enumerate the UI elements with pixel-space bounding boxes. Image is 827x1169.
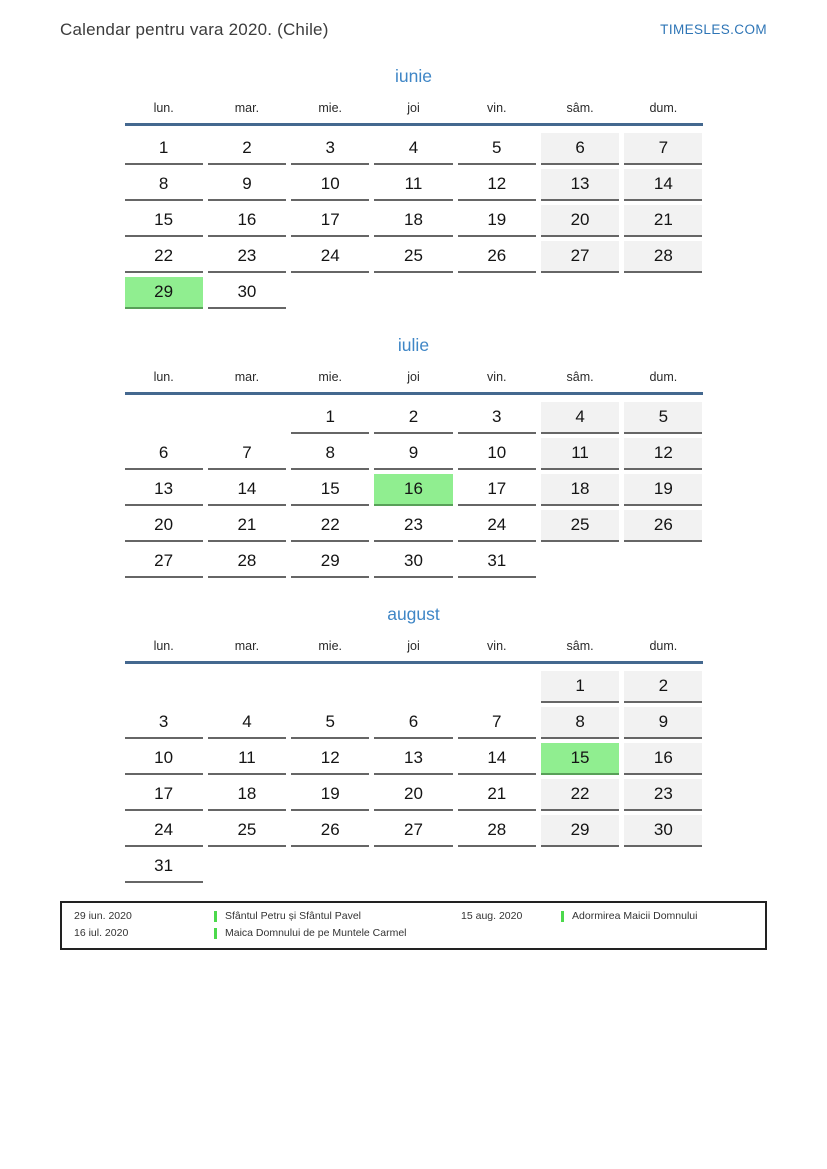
empty-cell xyxy=(374,277,452,309)
weekday-header: vin. xyxy=(487,370,507,384)
day-cell: 24 xyxy=(125,815,203,847)
weekend-day-cell: 14 xyxy=(624,169,702,201)
day-cell: 31 xyxy=(458,546,536,578)
holiday-label: Adormirea Maicii Domnului xyxy=(572,910,698,922)
weekend-day-cell: 28 xyxy=(624,241,702,273)
site-link[interactable]: TIMESLES.COM xyxy=(660,22,767,37)
week-row xyxy=(125,241,703,273)
page-header xyxy=(0,0,827,40)
day-cell: 19 xyxy=(291,779,369,811)
day-cell: 14 xyxy=(458,743,536,775)
month-august xyxy=(125,604,703,883)
week-row xyxy=(125,707,703,739)
holiday-label: Sfântul Petru și Sfântul Pavel xyxy=(225,910,361,922)
month-iunie xyxy=(125,66,703,309)
weekday-header: sâm. xyxy=(566,639,594,653)
weekend-day-cell: 20 xyxy=(541,205,619,237)
day-cell: 3 xyxy=(291,133,369,165)
weekend-day-cell: 1 xyxy=(541,671,619,703)
day-cell: 24 xyxy=(458,510,536,542)
day-cell: 13 xyxy=(125,474,203,506)
empty-cell xyxy=(541,546,619,578)
weekend-day-cell: 9 xyxy=(624,707,702,739)
day-cell: 9 xyxy=(208,169,286,201)
day-cell: 6 xyxy=(374,707,452,739)
day-cell: 17 xyxy=(125,779,203,811)
legend-row xyxy=(461,908,753,925)
day-cell: 11 xyxy=(208,743,286,775)
empty-cell xyxy=(208,402,286,434)
weekend-day-cell: 6 xyxy=(541,133,619,165)
week-row xyxy=(125,438,703,470)
week-row xyxy=(125,546,703,578)
day-cell: 31 xyxy=(125,851,203,883)
empty-cell xyxy=(374,851,452,883)
day-cell: 9 xyxy=(374,438,452,470)
weekday-header: joi xyxy=(407,101,420,115)
week-row xyxy=(125,402,703,434)
day-cell: 15 xyxy=(125,205,203,237)
day-cell: 19 xyxy=(458,205,536,237)
empty-cell xyxy=(541,851,619,883)
week-row xyxy=(125,169,703,201)
week-row xyxy=(125,510,703,542)
week-row xyxy=(125,205,703,237)
weekend-day-cell: 22 xyxy=(541,779,619,811)
day-cell: 17 xyxy=(458,474,536,506)
day-cell: 22 xyxy=(125,241,203,273)
weekday-header: dum. xyxy=(649,370,678,384)
weekend-day-cell: 8 xyxy=(541,707,619,739)
empty-cell xyxy=(374,671,452,703)
week-row xyxy=(125,277,703,309)
month-title: iulie xyxy=(397,335,430,355)
day-cell: 5 xyxy=(458,133,536,165)
day-cell: 8 xyxy=(125,169,203,201)
weekday-header: vin. xyxy=(487,101,507,115)
weekday-header: joi xyxy=(407,370,420,384)
week-row xyxy=(125,851,703,883)
holiday-date: 29 iun. 2020 xyxy=(74,910,132,922)
holiday-date: 15 aug. 2020 xyxy=(461,910,523,922)
weekend-day-cell: 29 xyxy=(541,815,619,847)
day-cell: 23 xyxy=(374,510,452,542)
day-cell: 15 xyxy=(291,474,369,506)
empty-cell xyxy=(458,671,536,703)
legend-left-column xyxy=(74,908,461,942)
day-cell: 25 xyxy=(374,241,452,273)
weekday-header: vin. xyxy=(487,639,507,653)
day-cell: 24 xyxy=(291,241,369,273)
week-row xyxy=(125,474,703,506)
legend-right-column xyxy=(461,908,753,942)
day-cell: 18 xyxy=(208,779,286,811)
day-cell: 1 xyxy=(291,402,369,434)
day-cell: 14 xyxy=(208,474,286,506)
day-cell: 26 xyxy=(458,241,536,273)
day-cell: 30 xyxy=(208,277,286,309)
holiday-day-cell: 29 xyxy=(125,277,203,309)
day-cell: 4 xyxy=(208,707,286,739)
weekday-header: mie. xyxy=(318,639,343,653)
empty-cell xyxy=(125,671,203,703)
weekday-header: mar. xyxy=(234,101,260,115)
weekday-header-row xyxy=(125,370,703,392)
header-divider xyxy=(125,123,703,126)
holiday-legend xyxy=(60,901,767,950)
holiday-marker-icon xyxy=(561,911,564,922)
empty-cell xyxy=(125,402,203,434)
day-cell: 30 xyxy=(374,546,452,578)
day-cell: 18 xyxy=(374,205,452,237)
weekend-day-cell: 5 xyxy=(624,402,702,434)
weekday-header: sâm. xyxy=(566,370,594,384)
week-row xyxy=(125,671,703,703)
empty-cell xyxy=(624,851,702,883)
day-cell: 20 xyxy=(374,779,452,811)
empty-cell xyxy=(624,546,702,578)
weekday-header: mie. xyxy=(318,101,343,115)
day-cell: 28 xyxy=(208,546,286,578)
weekend-day-cell: 18 xyxy=(541,474,619,506)
page-title: Calendar pentru vara 2020. (Chile) xyxy=(60,20,329,39)
empty-cell xyxy=(458,277,536,309)
weekend-day-cell: 2 xyxy=(624,671,702,703)
day-cell: 25 xyxy=(208,815,286,847)
weekend-day-cell: 12 xyxy=(624,438,702,470)
day-cell: 10 xyxy=(458,438,536,470)
weekday-header: lun. xyxy=(153,639,174,653)
day-cell: 28 xyxy=(458,815,536,847)
weekday-header: mar. xyxy=(234,370,260,384)
day-cell: 29 xyxy=(291,546,369,578)
weekend-day-cell: 4 xyxy=(541,402,619,434)
day-cell: 5 xyxy=(291,707,369,739)
empty-cell xyxy=(624,277,702,309)
day-cell: 27 xyxy=(374,815,452,847)
weekday-header: lun. xyxy=(153,370,174,384)
weekend-day-cell: 21 xyxy=(624,205,702,237)
weekend-day-cell: 30 xyxy=(624,815,702,847)
day-cell: 10 xyxy=(291,169,369,201)
day-cell: 8 xyxy=(291,438,369,470)
day-cell: 7 xyxy=(458,707,536,739)
holiday-label: Maica Domnului de pe Muntele Carmel xyxy=(225,926,407,939)
day-cell: 2 xyxy=(374,402,452,434)
day-cell: 16 xyxy=(208,205,286,237)
day-cell: 2 xyxy=(208,133,286,165)
empty-cell xyxy=(541,277,619,309)
weekend-day-cell: 25 xyxy=(541,510,619,542)
day-cell: 21 xyxy=(208,510,286,542)
day-cell: 26 xyxy=(291,815,369,847)
day-cell: 6 xyxy=(125,438,203,470)
week-row xyxy=(125,779,703,811)
empty-cell xyxy=(291,277,369,309)
weekend-day-cell: 7 xyxy=(624,133,702,165)
day-cell: 12 xyxy=(458,169,536,201)
holiday-day-cell: 15 xyxy=(541,743,619,775)
weekend-day-cell: 11 xyxy=(541,438,619,470)
holiday-marker-icon xyxy=(214,911,217,922)
header-divider xyxy=(125,392,703,395)
weekend-day-cell: 27 xyxy=(541,241,619,273)
empty-cell xyxy=(291,851,369,883)
month-title: august xyxy=(387,604,440,624)
weekend-day-cell: 13 xyxy=(541,169,619,201)
day-cell: 22 xyxy=(291,510,369,542)
legend-row xyxy=(74,908,461,925)
weekend-day-cell: 16 xyxy=(624,743,702,775)
week-row xyxy=(125,133,703,165)
empty-cell xyxy=(208,671,286,703)
day-cell: 3 xyxy=(125,707,203,739)
empty-cell xyxy=(291,671,369,703)
day-cell: 10 xyxy=(125,743,203,775)
weekend-day-cell: 26 xyxy=(624,510,702,542)
weekday-header: lun. xyxy=(153,101,174,115)
weekend-day-cell: 23 xyxy=(624,779,702,811)
holiday-marker-icon xyxy=(214,928,217,939)
weekday-header: dum. xyxy=(649,639,678,653)
empty-cell xyxy=(458,851,536,883)
day-cell: 12 xyxy=(291,743,369,775)
week-row xyxy=(125,743,703,775)
empty-cell xyxy=(208,851,286,883)
weekday-header: sâm. xyxy=(566,101,594,115)
weekday-header: dum. xyxy=(649,101,678,115)
day-cell: 17 xyxy=(291,205,369,237)
weekday-header: joi xyxy=(407,639,420,653)
weekday-header-row xyxy=(125,101,703,123)
day-cell: 4 xyxy=(374,133,452,165)
day-cell: 11 xyxy=(374,169,452,201)
header-divider xyxy=(125,661,703,664)
month-title: iunie xyxy=(395,66,432,86)
day-cell: 20 xyxy=(125,510,203,542)
weekday-header-row xyxy=(125,639,703,661)
week-row xyxy=(125,815,703,847)
holiday-date: 16 iul. 2020 xyxy=(74,926,129,939)
months-container xyxy=(125,66,703,883)
weekday-header: mar. xyxy=(234,639,260,653)
day-cell: 7 xyxy=(208,438,286,470)
day-cell: 13 xyxy=(374,743,452,775)
legend-row xyxy=(74,925,461,942)
day-cell: 23 xyxy=(208,241,286,273)
day-cell: 3 xyxy=(458,402,536,434)
day-cell: 21 xyxy=(458,779,536,811)
weekend-day-cell: 19 xyxy=(624,474,702,506)
holiday-day-cell: 16 xyxy=(374,474,452,506)
day-cell: 1 xyxy=(125,133,203,165)
day-cell: 27 xyxy=(125,546,203,578)
weekday-header: mie. xyxy=(318,370,343,384)
month-iulie xyxy=(125,335,703,578)
